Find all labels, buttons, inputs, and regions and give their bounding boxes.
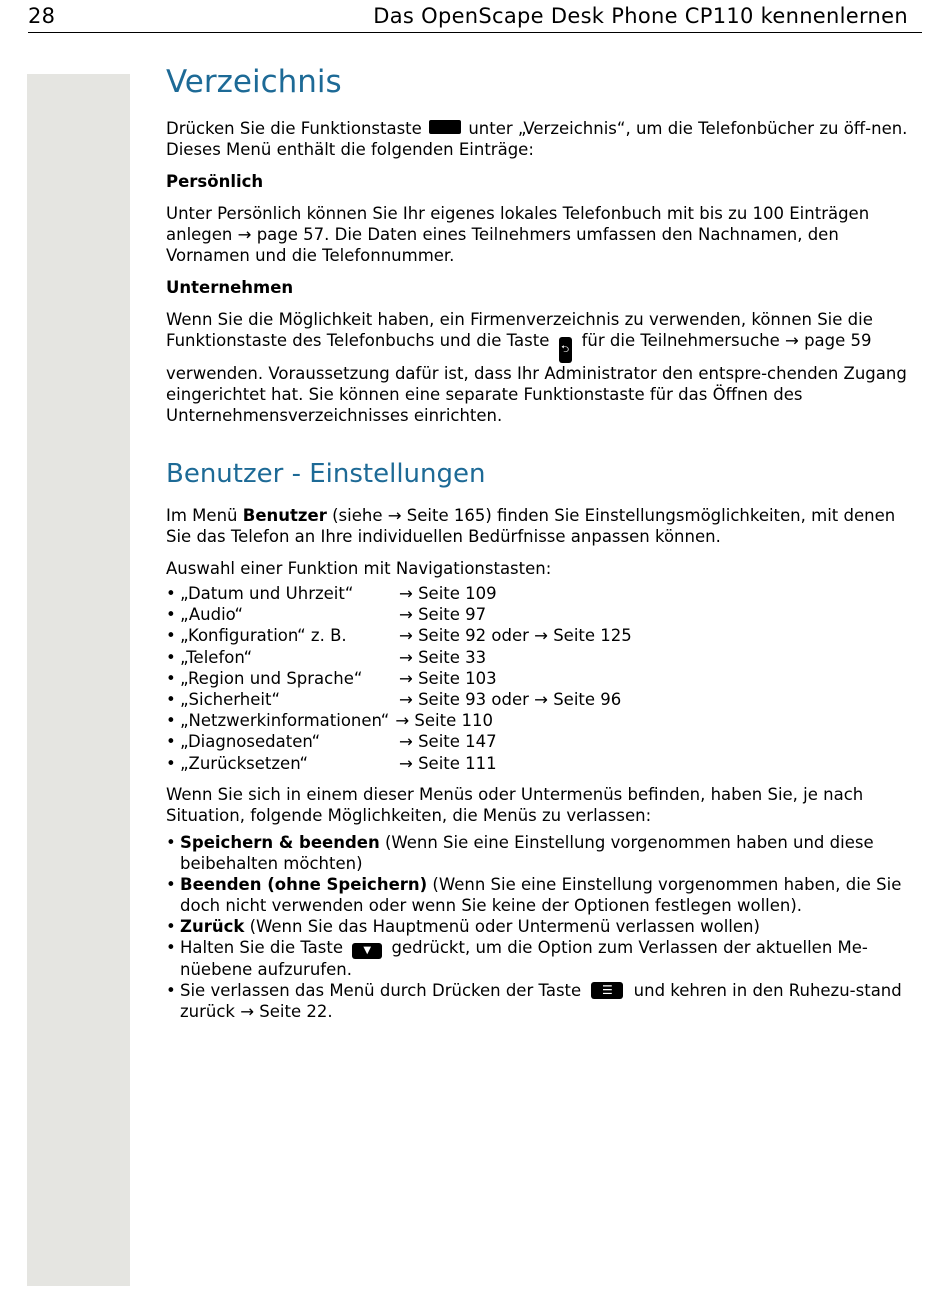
margin-bar [27, 74, 130, 1286]
back-key-icon: ⮌ [559, 337, 572, 363]
page-header [28, 0, 922, 33]
benutzer-intro: Im Menü Benutzer (siehe → Seite 165) finden Sie Einstellungsmöglichkeiten, mit denen Sie das Telefon an Ihre individuellen Bedürfnisse anpassen können. [166, 506, 896, 546]
nav-intro: Auswahl einer Funktion mit Navigationstasten: [166, 559, 552, 578]
list-item: • „Konfiguration“ z. B. → Seite 92 oder → Seite 125 [166, 626, 632, 646]
company-text: Wenn Sie die Möglichkeit haben, ein Firmenverzeichnis zu verwenden, können Sie die Funktionstaste des Telefonbuchs und die Taste ⮌ für die Teilnehmersuche → page 59 verwenden. Voraussetzung dafür ist, dass Ihr Administrator den entspre-chenden Zugang eingerichtet hat. Sie können eine separate Funktionstaste für das Öffnen des Unternehmensverzeichnisses einrichten. [166, 310, 907, 425]
list-item: • „Diagnosedaten“ → Seite 147 [166, 732, 497, 752]
list-item: • „Datum und Uhrzeit“ → Seite 109 [166, 584, 497, 603]
page-number: 28 [28, 4, 56, 28]
running-title: Das OpenScape Desk Phone CP110 kennenlernen [373, 4, 908, 28]
list-item: • Zurück (Wenn Sie das Hauptmenü oder Untermenü verlassen wollen) [166, 916, 760, 936]
personal-text: Unter Persönlich können Sie Ihr eigenes lokales Telefonbuch mit bis zu 100 Einträgen anlegen → page 57. Die Daten eines Teilnehmers umfassen den Nachnamen, den Vornamen und die Telefonnummer. [166, 204, 870, 265]
exit-options-list [166, 832, 922, 1022]
list-item: • „Audio“ → Seite 97 [166, 605, 487, 625]
list-item: • Speichern & beenden (Wenn Sie eine Einstellung vorgenommen haben und diese beibehalten möchten) [166, 832, 874, 873]
navigation-list [166, 583, 922, 774]
verzeichnis-intro: Drücken Sie die Funktionstaste unter „Verzeichnis“, um die Telefonbücher zu öff-nen. Dieses Menü enthält die folgenden Einträge: [166, 119, 908, 159]
directory-function-key-icon [429, 120, 461, 134]
list-item: • Sie verlassen das Menü durch Drücken der Taste ☰ und kehren in den Ruhezu-stand zurück → Seite 22. [166, 980, 902, 1021]
section-title-benutzer: Benutzer - Einstellungen [166, 459, 486, 489]
company-heading: Unternehmen [166, 278, 294, 297]
list-item: • „Sicherheit“ → Seite 93 oder → Seite 96 [166, 689, 622, 709]
list-item: • „Telefon“ → Seite 33 [166, 647, 487, 667]
menu-key-icon: ☰ [591, 982, 623, 999]
list-item: • „Region und Sprache“ → Seite 103 [166, 668, 497, 688]
page-content [166, 60, 922, 1022]
list-item: • „Netzwerkinformationen“ → Seite 110 [166, 711, 493, 731]
list-item: • Halten Sie die Taste ▼ gedrückt, um die Option zum Verlassen der aktuellen Me-nüebene aufzurufen. [166, 937, 868, 979]
list-item: • „Zurücksetzen“ → Seite 111 [166, 753, 497, 773]
personal-heading: Persönlich [166, 172, 264, 191]
list-item: • Beenden (ohne Speichern) (Wenn Sie eine Einstellung vorgenommen haben, die Sie doch nicht verwenden oder wenn Sie keine der Optionen festlegen wollen). [166, 874, 902, 915]
section-title-verzeichnis: Verzeichnis [166, 64, 342, 100]
down-navigation-key-icon: ▼ [352, 943, 382, 959]
exit-intro: Wenn Sie sich in einem dieser Menüs oder Untermenüs befinden, haben Sie, je nach Situation, folgende Möglichkeiten, die Menüs zu verlassen: [166, 784, 864, 825]
